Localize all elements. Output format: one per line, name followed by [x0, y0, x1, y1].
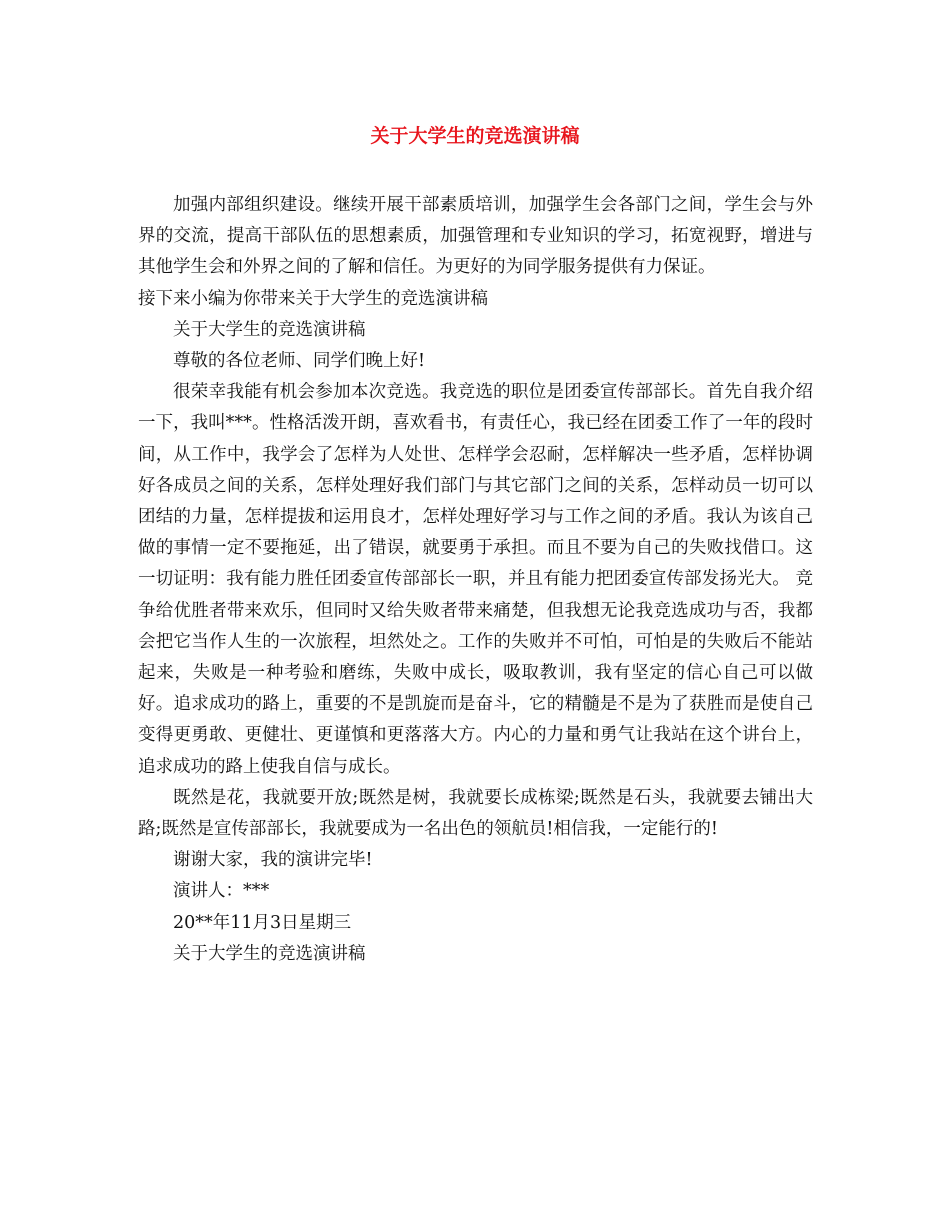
paragraph-heading: 关于大学生的竞选演讲稿	[173, 319, 366, 340]
document-title: 关于大学生的竞选演讲稿	[370, 125, 580, 147]
paragraph-greeting: 尊敬的各位老师、同学们晚上好!	[173, 351, 426, 372]
paragraph-main: 很荣幸我能有机会参加本次竞选。我竞选的职位是团委宣传部部长。首先自我介绍一下，我叫***。性格活泼开朗，喜欢看书，有责任心，我已经在团委工作了一年的段时间，从工作中，我学会了怎样为人处世、怎样学会忍耐，怎样解决一些矛盾，怎样协调好各成员之间的关系，怎样处理好我们部门与其它部门之间的关系，怎样动员一切可以团结的力量，怎样提拔和运用良才，怎样处理好学习与工作之间的矛盾。我认为该自己做的事情一定不要拖延，出了错误，就要勇于承担。而且不要为自己的失败找借口。这一切证明：我有能力胜任团委宣传部部长一职，并且有能力把团委宣传部发扬光大。 竞争给优胜者带来欢乐，但同时又给失败者带来痛楚，但我想无论我竞选成功与否，我都会把它当作人生的一次旅程，坦然处之。工作的失败并不可怕，可怕是的失败后不能站起来，失败是一种考验和磨练，失败中成长，吸取教训，我有坚定的信心自己可以做好。追求成功的路上，重要的不是凯旋而是奋斗，它的精髓是不是为了获胜而是使自己变得更勇敢、更健壮、更谨慎和更落落大方。内心的力量和勇气让我站在这个讲台上，追求成功的路上使我自信与成长。	[138, 382, 813, 777]
paragraph-lead-in: 接下来小编为你带来关于大学生的竞选演讲稿	[138, 288, 488, 309]
paragraph-thanks: 谢谢大家，我的演讲完毕!	[173, 850, 373, 871]
paragraph-resolve: 既然是花，我就要开放;既然是树，我就要长成栋梁;既然是石头，我就要去铺出大路;既然是宣传部部长，我就要成为一名出色的领航员!相信我，一定能行的!	[138, 787, 813, 840]
paragraph-date: 20**年11月3日星期三	[173, 912, 352, 933]
paragraph-intro: 加强内部组织建设。继续开展干部素质培训，加强学生会各部门之间，学生会与外界的交流，提高干部队伍的思想素质，加强管理和专业知识的学习，拓宽视野，增进与其他学生会和外界之间的了解和信任。为更好的为同学服务提供有力保证。	[138, 195, 813, 278]
paragraph-speaker: 演讲人：***	[173, 881, 270, 902]
document-body	[138, 190, 813, 970]
paragraph-closing-title: 关于大学生的竞选演讲稿	[173, 943, 366, 964]
